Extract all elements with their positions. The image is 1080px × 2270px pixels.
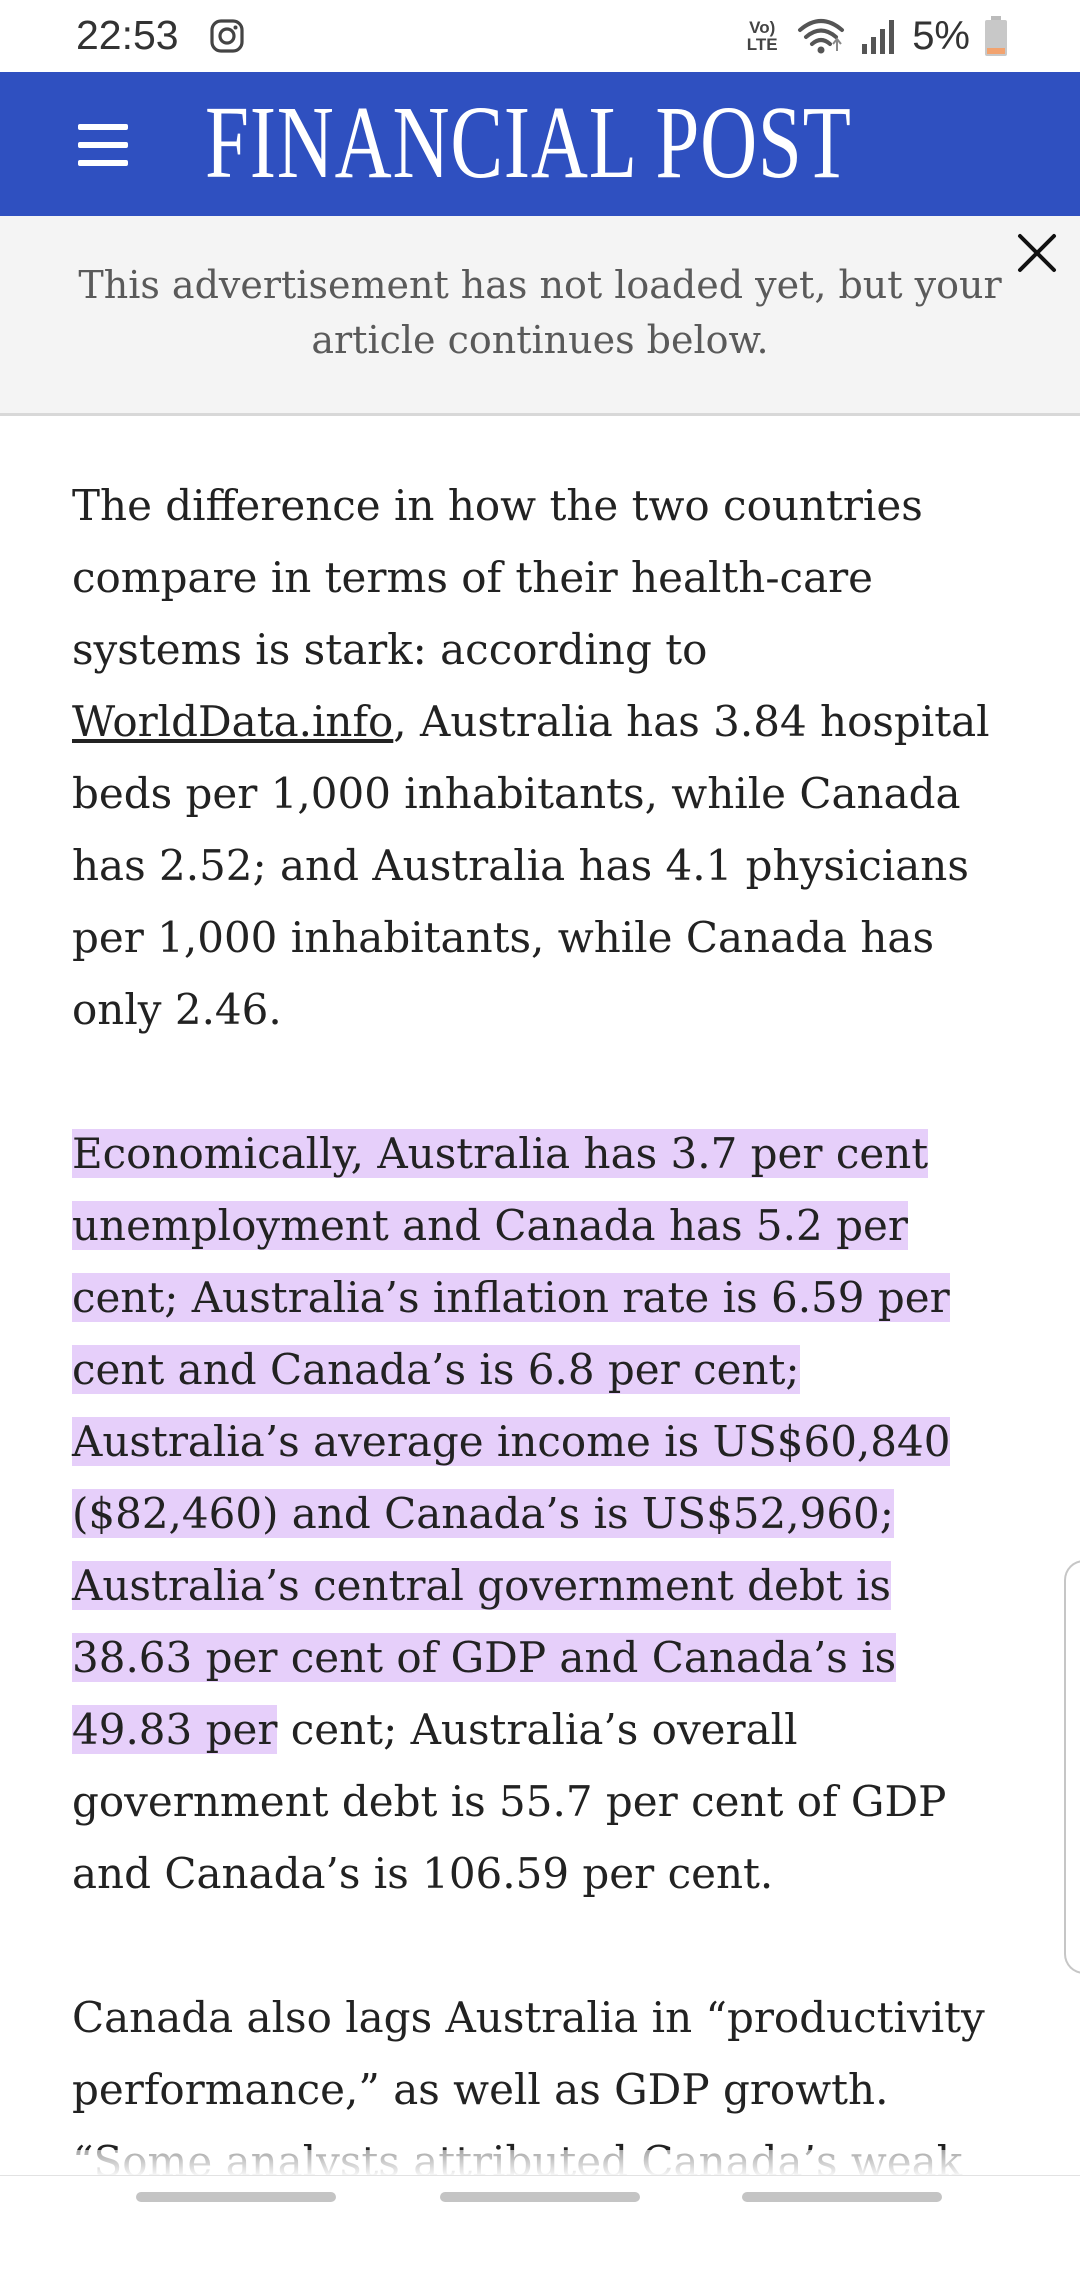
paragraph-text: The difference in how the two countries compare in terms of their health-care systems is stark: according to <box>72 481 923 674</box>
paragraph-text: Canada also lags Australia in “productivity performance,” as well as GDP growth. <box>72 1993 985 2114</box>
home-button[interactable] <box>440 2192 640 2202</box>
paragraph-text: , Australia has 3.84 hospital beds per 1,000 inhabitants, while Canada has 2.52; and Australia has 4.1 physicians per 1,000 inhabitants, while Canada has only 2.46. <box>72 697 990 1034</box>
article-body <box>72 470 1022 2270</box>
wifi-icon <box>796 16 846 56</box>
battery-percent: 5% <box>912 13 970 58</box>
ad-message: This advertisement has not loaded yet, but your article continues below. <box>78 263 1002 362</box>
instagram-icon <box>209 18 245 54</box>
navigation-bar <box>0 2175 1080 2221</box>
volte-label-top: Vo) <box>749 18 776 37</box>
volte-label-bottom: LTE <box>746 35 778 54</box>
status-bar <box>0 0 1080 72</box>
article-paragraph <box>72 1118 1022 1910</box>
battery-icon <box>984 15 1008 57</box>
signal-icon <box>860 16 898 56</box>
highlighted-text[interactable]: Economically, Australia has 3.7 per cent unemployment and Canada has 5.2 per cent; Australia’s inflation rate is 6.59 per cent and Canada’s is 6.8 per cent; Australia’s average income is US$60,840 ($82,460) and Canada’s is US$52,960; Australia’s central government debt is 38.63 per cent of GDP and Canada’s is 49.83 per <box>72 1129 951 1754</box>
site-logo[interactable]: FINANCIAL POST <box>205 85 852 200</box>
hamburger-menu-icon[interactable] <box>78 124 130 166</box>
recent-apps-button[interactable] <box>136 2192 336 2202</box>
status-time: 22:53 <box>76 12 179 58</box>
back-button[interactable] <box>742 2192 942 2202</box>
worlddata-link[interactable]: WorldData.info <box>72 697 394 746</box>
article-paragraph <box>72 470 1022 1046</box>
volte-icon <box>742 19 782 53</box>
site-header <box>0 72 1080 216</box>
edge-panel-handle[interactable] <box>1064 1560 1080 1974</box>
paragraph-text: cent; Australia’s overall government debt is 55.7 per cent of GDP and Canada’s is 106.59 per cent. <box>72 1705 947 1898</box>
ad-placeholder <box>0 216 1080 416</box>
status-indicators <box>742 12 1008 60</box>
